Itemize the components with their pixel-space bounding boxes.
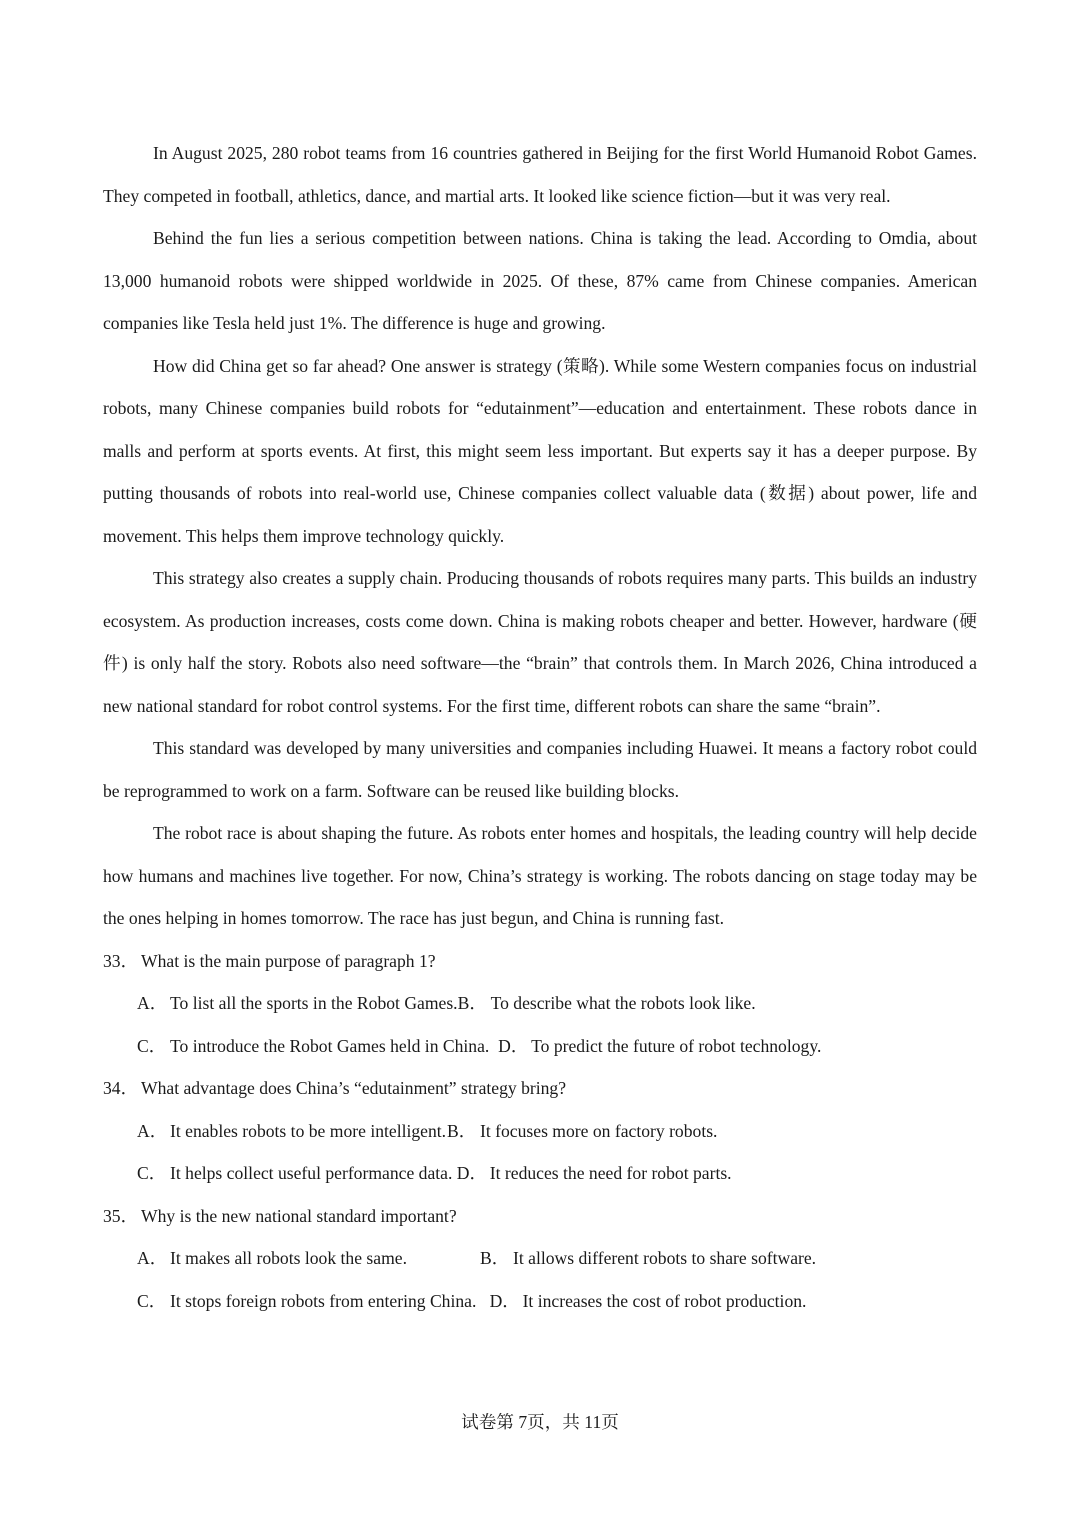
- option-row: [103, 982, 977, 1025]
- option-letter: B．: [447, 1120, 477, 1141]
- question-34: [103, 1067, 977, 1195]
- option-text: To introduce the Robot Games held in China.: [170, 1035, 490, 1056]
- option-row: [103, 1280, 977, 1323]
- option-b[interactable]: [447, 1110, 717, 1153]
- reading-passage: [103, 132, 977, 940]
- option-text: It stops foreign robots from entering China.: [170, 1290, 477, 1311]
- passage-paragraph-4: This strategy also creates a supply chain. Producing thousands of robots requires many parts. This builds an industry ecosystem. As production increases, costs come down. China is making robots cheaper and better. However, hardware (硬件) is only half the story. Robots also need software—the “brain” that controls them. In March 2026, China introduced a new national standard for robot control systems. For the first time, different robots can share the same “brain”.: [103, 568, 977, 716]
- option-letter: D．: [489, 1290, 520, 1311]
- option-d[interactable]: [498, 1025, 821, 1068]
- option-c[interactable]: [137, 1025, 489, 1068]
- option-letter: D．: [498, 1035, 529, 1056]
- option-a[interactable]: [137, 982, 458, 1025]
- option-letter: C．: [137, 1163, 167, 1183]
- page-footer: 试卷第 7页，共 11页: [461, 1412, 619, 1432]
- option-text: It focuses more on factory robots.: [480, 1120, 718, 1141]
- option-a[interactable]: [137, 1110, 447, 1153]
- option-row: [103, 1152, 977, 1195]
- option-row: [103, 1025, 977, 1068]
- passage-paragraph-1: In August 2025, 280 robot teams from 16 countries gathered in Beijing for the first World Humanoid Robot Games. They competed in football, athletics, dance, and martial arts. It looked like science fiction—but it was very real.: [103, 143, 977, 206]
- question-number: 33．: [103, 950, 139, 971]
- option-letter: C．: [137, 1035, 167, 1056]
- option-text: It allows different robots to share software.: [513, 1248, 817, 1268]
- option-letter: B．: [480, 1248, 510, 1268]
- option-text: It makes all robots look the same.: [170, 1248, 407, 1268]
- question-number: 35．: [103, 1205, 139, 1226]
- option-letter: D．: [456, 1163, 488, 1183]
- option-c[interactable]: [137, 1152, 452, 1195]
- question-text: What is the main purpose of paragraph 1?: [141, 950, 436, 971]
- option-text: To describe what the robots look like.: [490, 993, 756, 1013]
- option-d[interactable]: [457, 1152, 732, 1195]
- question-stem: [103, 940, 977, 983]
- question-stem: [103, 1195, 977, 1238]
- option-text: It helps collect useful performance data.: [170, 1163, 453, 1183]
- option-row: [103, 1237, 977, 1280]
- question-text: Why is the new national standard important?: [141, 1205, 457, 1226]
- option-text: To list all the sports in the Robot Games.: [170, 993, 458, 1013]
- passage-paragraph-2: Behind the fun lies a serious competition between nations. China is taking the lead. According to Omdia, about 13,000 humanoid robots were shipped worldwide in 2025. Of these, 87% came from Chinese companies. American companies like Tesla held just 1%. The difference is huge and growing.: [103, 228, 977, 333]
- option-a[interactable]: [137, 1237, 480, 1280]
- option-text: It reduces the need for robot parts.: [489, 1163, 732, 1183]
- question-text: What advantage does China’s “edutainment” strategy bring?: [141, 1078, 567, 1098]
- passage-paragraph-3: How did China get so far ahead? One answer is strategy (策略). While some Western companies focus on industrial robots, many Chinese companies build robots for “edutainment”—education and entertainment. These robots dance in malls and perform at sports events. At first, this might seem less important. But experts say it has a deeper purpose. By putting thousands of robots into real-world use, Chinese companies collect valuable data (数据) about power, life and movement. This helps them improve technology quickly.: [103, 355, 977, 546]
- option-letter: C．: [137, 1290, 167, 1311]
- option-d[interactable]: [490, 1280, 807, 1323]
- option-letter: A．: [137, 1120, 168, 1141]
- question-33: [103, 940, 977, 1068]
- passage-paragraph-5: This standard was developed by many universities and companies including Huawei. It means a factory robot could be reprogrammed to work on a farm. Software can be reused like building blocks.: [103, 738, 977, 801]
- option-text: To predict the future of robot technology.: [531, 1035, 822, 1056]
- option-b[interactable]: [458, 982, 756, 1025]
- option-letter: A．: [137, 993, 168, 1013]
- option-c[interactable]: [137, 1280, 476, 1323]
- option-letter: B．: [457, 993, 487, 1013]
- option-b[interactable]: [480, 1237, 816, 1280]
- option-text: It increases the cost of robot production.: [522, 1290, 807, 1311]
- option-letter: A．: [137, 1248, 168, 1268]
- option-row: [103, 1110, 977, 1153]
- question-stem: [103, 1067, 977, 1110]
- passage-paragraph-6: The robot race is about shaping the future. As robots enter homes and hospitals, the leading country will help decide how humans and machines live together. For now, China’s strategy is working. The robots dancing on stage today may be the ones helping in homes tomorrow. The race has just begun, and China is running fast.: [103, 823, 977, 928]
- option-text: It enables robots to be more intelligent.: [170, 1120, 447, 1141]
- question-35: [103, 1195, 977, 1323]
- exam-page: [103, 132, 977, 1322]
- question-number: 34．: [103, 1078, 139, 1098]
